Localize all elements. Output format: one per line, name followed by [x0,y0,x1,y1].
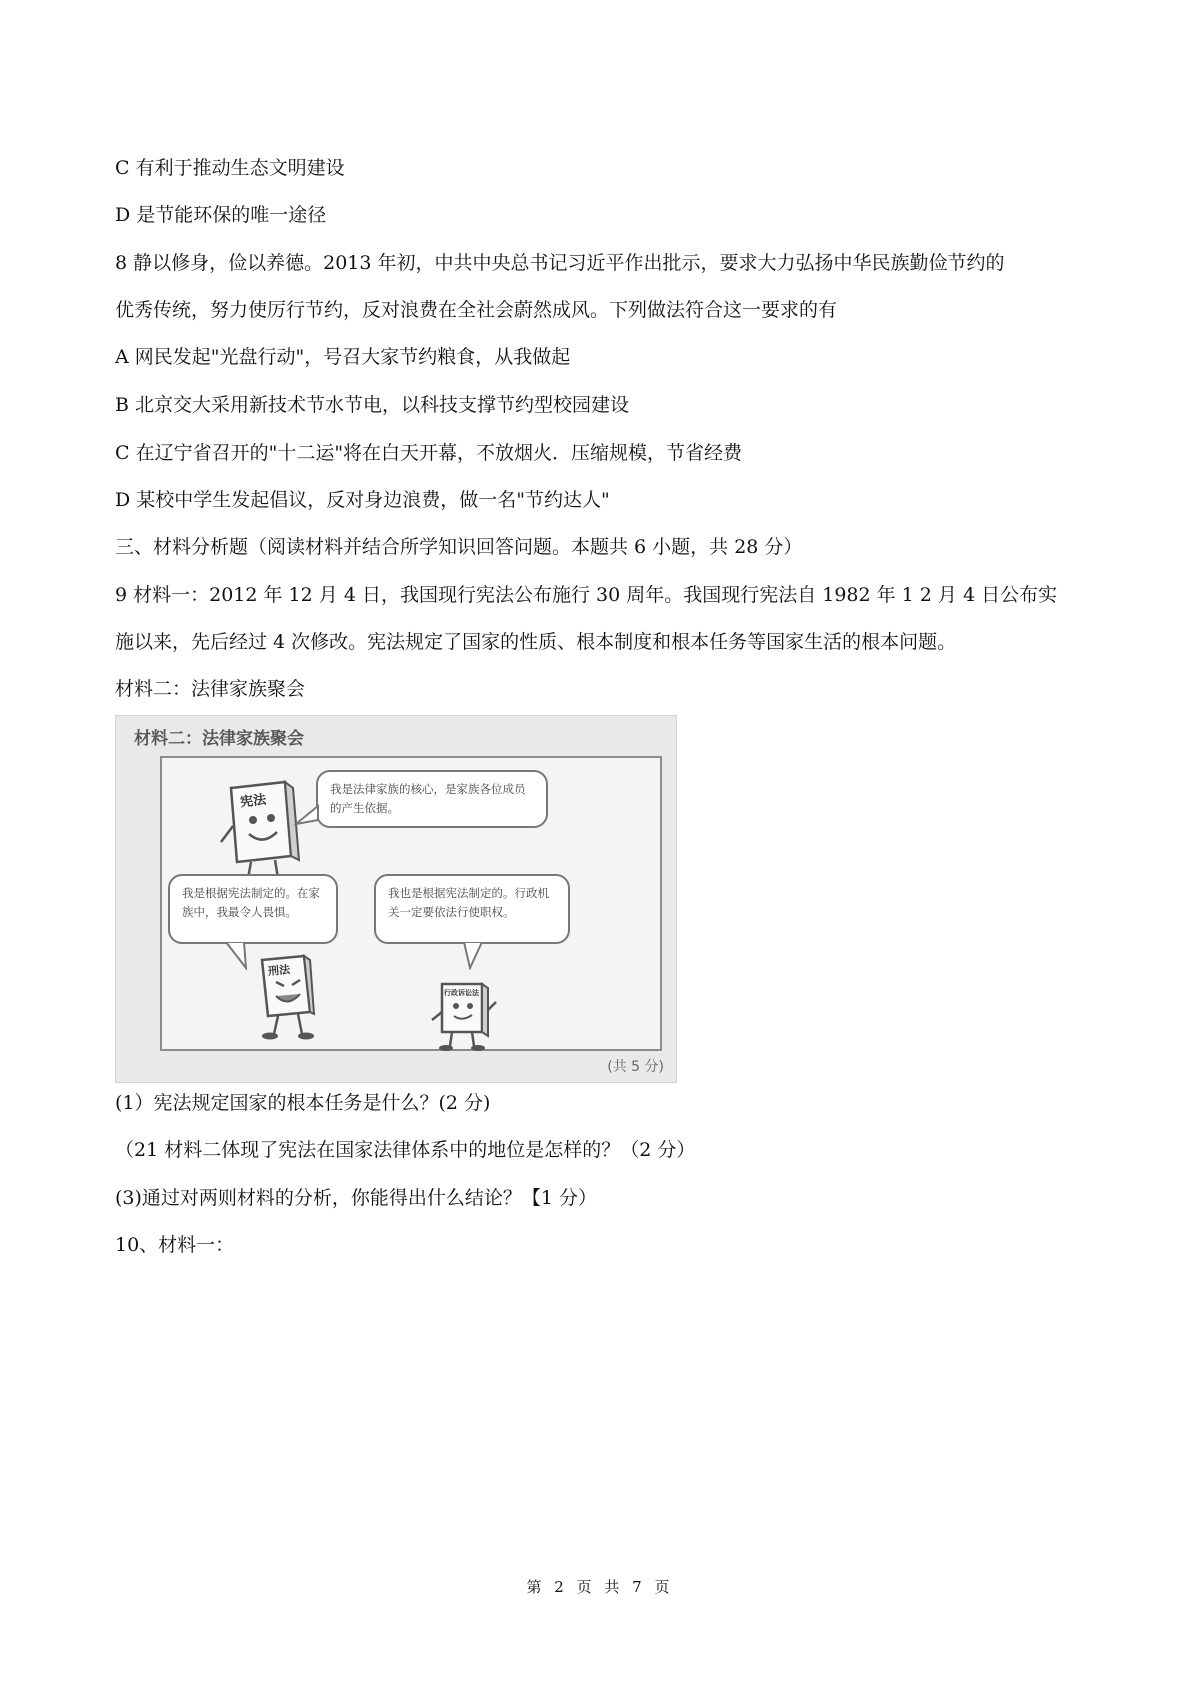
criminal-law-speech-bubble: 我是根据宪法制定的。在家族中，我最令人畏惧。 [168,874,338,944]
criminal-law-label: 刑法 [267,963,291,978]
bubble-tail-icon [462,942,488,970]
section-3-heading: 三、材料分析题（阅读材料并结合所学知识回答问题。本题共 6 小题，共 28 分） [115,536,803,558]
option-b-q8: B 北京交大采用新技术节水节电，以科技支撑节约型校园建设 [115,394,630,416]
question-9-line-2: 施以来，先后经过 4 次修改。宪法规定了国家的性质、根本制度和根本任务等国家生活的根本问题。 [115,631,957,653]
option-d-q8: D 某校中学生发起倡议，反对身边浪费，做一名"节约达人" [115,489,610,511]
admin-law-speech-bubble: 我也是根据宪法制定的。行政机关一定要依法行使职权。 [374,874,570,944]
bubble-tail-icon [224,942,250,970]
question-9-part-3: (3)通过对两则材料的分析，你能得出什么结论？【1 分） [115,1187,598,1209]
question-9-line-1: 9 材料一：2012 年 12 月 4 日，我国现行宪法公布施行 30 周年。我国现行宪法自 1982 年 1 2 月 4 日公布实 [115,584,1058,606]
figure-score: (共 5 分) [607,1059,664,1075]
law-family-cartoon [115,715,677,1083]
question-8-line-1: 8 静以修身，俭以养德。2013 年初，中共中央总书记习近平作出批示，要求大力弘扬中华民族勤俭节约的 [115,252,1005,274]
question-8-line-2: 优秀传统，努力使厉行节约，反对浪费在全社会蔚然成风。下列做法符合这一要求的有 [115,299,838,321]
cartoon-frame [160,756,662,1051]
option-a-q8: A 网民发起"光盘行动"，号召大家节约粮食，从我做起 [115,346,571,368]
constitution-label: 宪法 [239,792,267,811]
admin-law-label: 行政诉讼法 [444,989,479,997]
question-10-heading: 10、材料一： [115,1234,235,1256]
option-c-q7: C 有利于推动生态文明建设 [115,157,345,179]
material-2-label: 材料二：法律家族聚会 [115,678,306,700]
question-9-part-1: (1）宪法规定国家的根本任务是什么？(2 分) [115,1092,491,1114]
question-9-part-2: （21 材料二体现了宪法在国家法律体系中的地位是怎样的？（2 分） [115,1139,696,1161]
page-footer: 第 2 页 共 7 页 [526,1578,674,1596]
constitution-speech-bubble: 我是法律家族的核心，是家族各位成员的产生依据。 [316,770,548,828]
figure-title: 材料二：法律家族聚会 [134,729,304,749]
bubble-tail-icon [294,804,320,826]
option-d-q7: D 是节能环保的唯一途径 [115,204,327,226]
option-c-q8: C 在辽宁省召开的"十二运"将在白天开幕，不放烟火．压缩规模，节省经费 [115,442,743,464]
